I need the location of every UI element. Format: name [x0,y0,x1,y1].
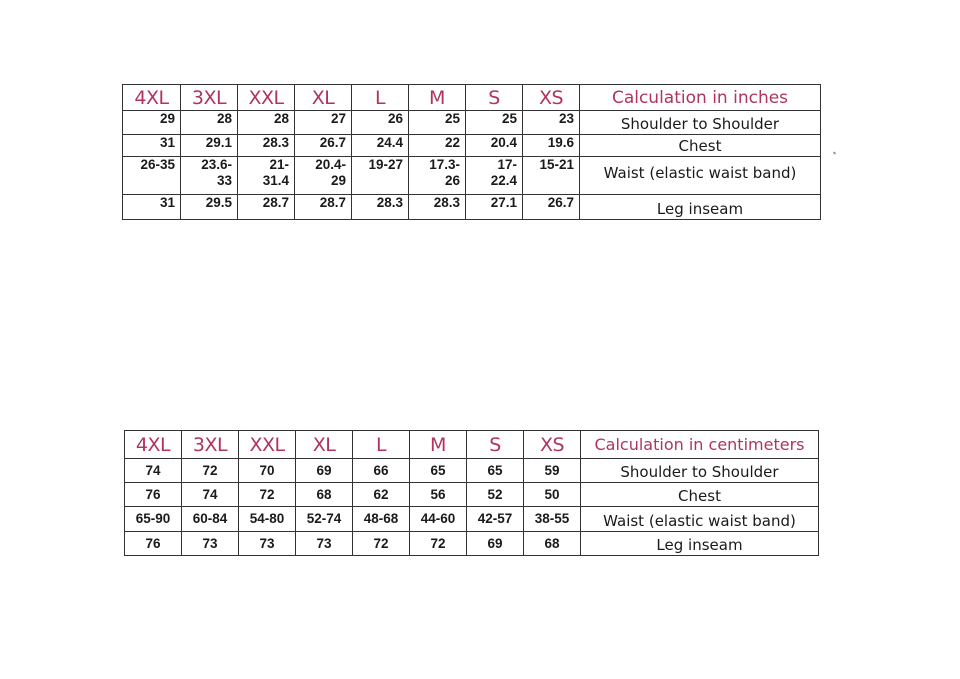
size-header-s: S [467,431,524,459]
centimeters-row-waist [125,507,819,532]
value-cell: 31 [123,195,181,220]
value-cell: 17.3- 26 [409,157,466,195]
value-cell: 31 [123,135,181,157]
inches-row-chest [123,135,821,157]
size-header-4xl: 4XL [123,85,181,111]
value-cell: 29.5 [181,195,238,220]
inches-table-heading: Calculation in inches [580,85,821,111]
value-cell: 50 [524,483,581,507]
value-cell: 26-35 [123,157,181,195]
value-cell: 42-57 [467,507,524,532]
value-cell: 44-60 [410,507,467,532]
size-header-3xl: 3XL [181,85,238,111]
value-cell: 59 [524,459,581,483]
inches-row-waist [123,157,821,195]
value-cell: 68 [524,532,581,556]
inches-row-leg-inseam [123,195,821,220]
size-header-4xl: 4XL [125,431,182,459]
value-cell: 26.7 [523,195,580,220]
value-cell: 29.1 [181,135,238,157]
value-cell: 27.1 [466,195,523,220]
size-header-xxl: XXL [238,85,295,111]
row-label: Waist (elastic waist band) [581,507,819,532]
value-cell: 25 [409,111,466,135]
row-label: Shoulder to Shoulder [581,459,819,483]
row-label: Leg inseam [580,195,821,220]
size-header-3xl: 3XL [182,431,239,459]
size-header-xs: XS [524,431,581,459]
centimeters-row-chest [125,483,819,507]
value-cell: 52 [467,483,524,507]
value-cell: 72 [353,532,410,556]
value-cell: 28.3 [409,195,466,220]
value-cell: 66 [353,459,410,483]
value-cell: 72 [239,483,296,507]
row-label: Leg inseam [581,532,819,556]
value-cell: 65-90 [125,507,182,532]
value-cell: 48-68 [353,507,410,532]
value-cell: 19.6 [523,135,580,157]
value-cell: 69 [296,459,353,483]
value-cell: 72 [182,459,239,483]
value-cell: 28.7 [238,195,295,220]
value-cell: 68 [296,483,353,507]
value-cell: 23 [523,111,580,135]
value-cell: 56 [410,483,467,507]
value-cell: 17- 22.4 [466,157,523,195]
value-cell: 72 [410,532,467,556]
centimeters-size-table [124,430,819,556]
value-cell: 65 [410,459,467,483]
size-header-xxl: XXL [239,431,296,459]
value-cell: 15-21 [523,157,580,195]
value-cell: 28 [181,111,238,135]
value-cell: 28.3 [238,135,295,157]
centimeters-row-leg-inseam [125,532,819,556]
size-header-m: M [409,85,466,111]
value-cell: 19-27 [352,157,409,195]
row-label: Waist (elastic waist band) [580,157,821,195]
value-cell: 20.4- 29 [295,157,352,195]
value-cell: 52-74 [296,507,353,532]
value-cell: 38-55 [524,507,581,532]
scan-speck [833,151,837,154]
value-cell: 54-80 [239,507,296,532]
centimeters-row-shoulder [125,459,819,483]
value-cell: 28 [238,111,295,135]
value-cell: 26 [352,111,409,135]
value-cell: 28.7 [295,195,352,220]
inches-size-table [122,84,821,220]
value-cell: 76 [125,532,182,556]
value-cell: 73 [239,532,296,556]
value-cell: 25 [466,111,523,135]
value-cell: 62 [353,483,410,507]
inches-row-shoulder [123,111,821,135]
value-cell: 27 [295,111,352,135]
centimeters-table-heading: Calculation in centimeters [581,431,819,459]
value-cell: 26.7 [295,135,352,157]
size-header-l: L [352,85,409,111]
value-cell: 65 [467,459,524,483]
size-header-s: S [466,85,523,111]
value-cell: 73 [182,532,239,556]
size-header-xl: XL [296,431,353,459]
row-label: Chest [581,483,819,507]
value-cell: 60-84 [182,507,239,532]
value-cell: 70 [239,459,296,483]
value-cell: 21- 31.4 [238,157,295,195]
value-cell: 29 [123,111,181,135]
value-cell: 74 [125,459,182,483]
value-cell: 28.3 [352,195,409,220]
size-header-m: M [410,431,467,459]
value-cell: 76 [125,483,182,507]
row-label: Shoulder to Shoulder [580,111,821,135]
size-header-l: L [353,431,410,459]
value-cell: 23.6- 33 [181,157,238,195]
value-cell: 69 [467,532,524,556]
value-cell: 24.4 [352,135,409,157]
size-header-xs: XS [523,85,580,111]
value-cell: 73 [296,532,353,556]
value-cell: 74 [182,483,239,507]
value-cell: 20.4 [466,135,523,157]
value-cell: 22 [409,135,466,157]
row-label: Chest [580,135,821,157]
centimeters-header-row [125,431,819,459]
inches-header-row [123,85,821,111]
size-header-xl: XL [295,85,352,111]
